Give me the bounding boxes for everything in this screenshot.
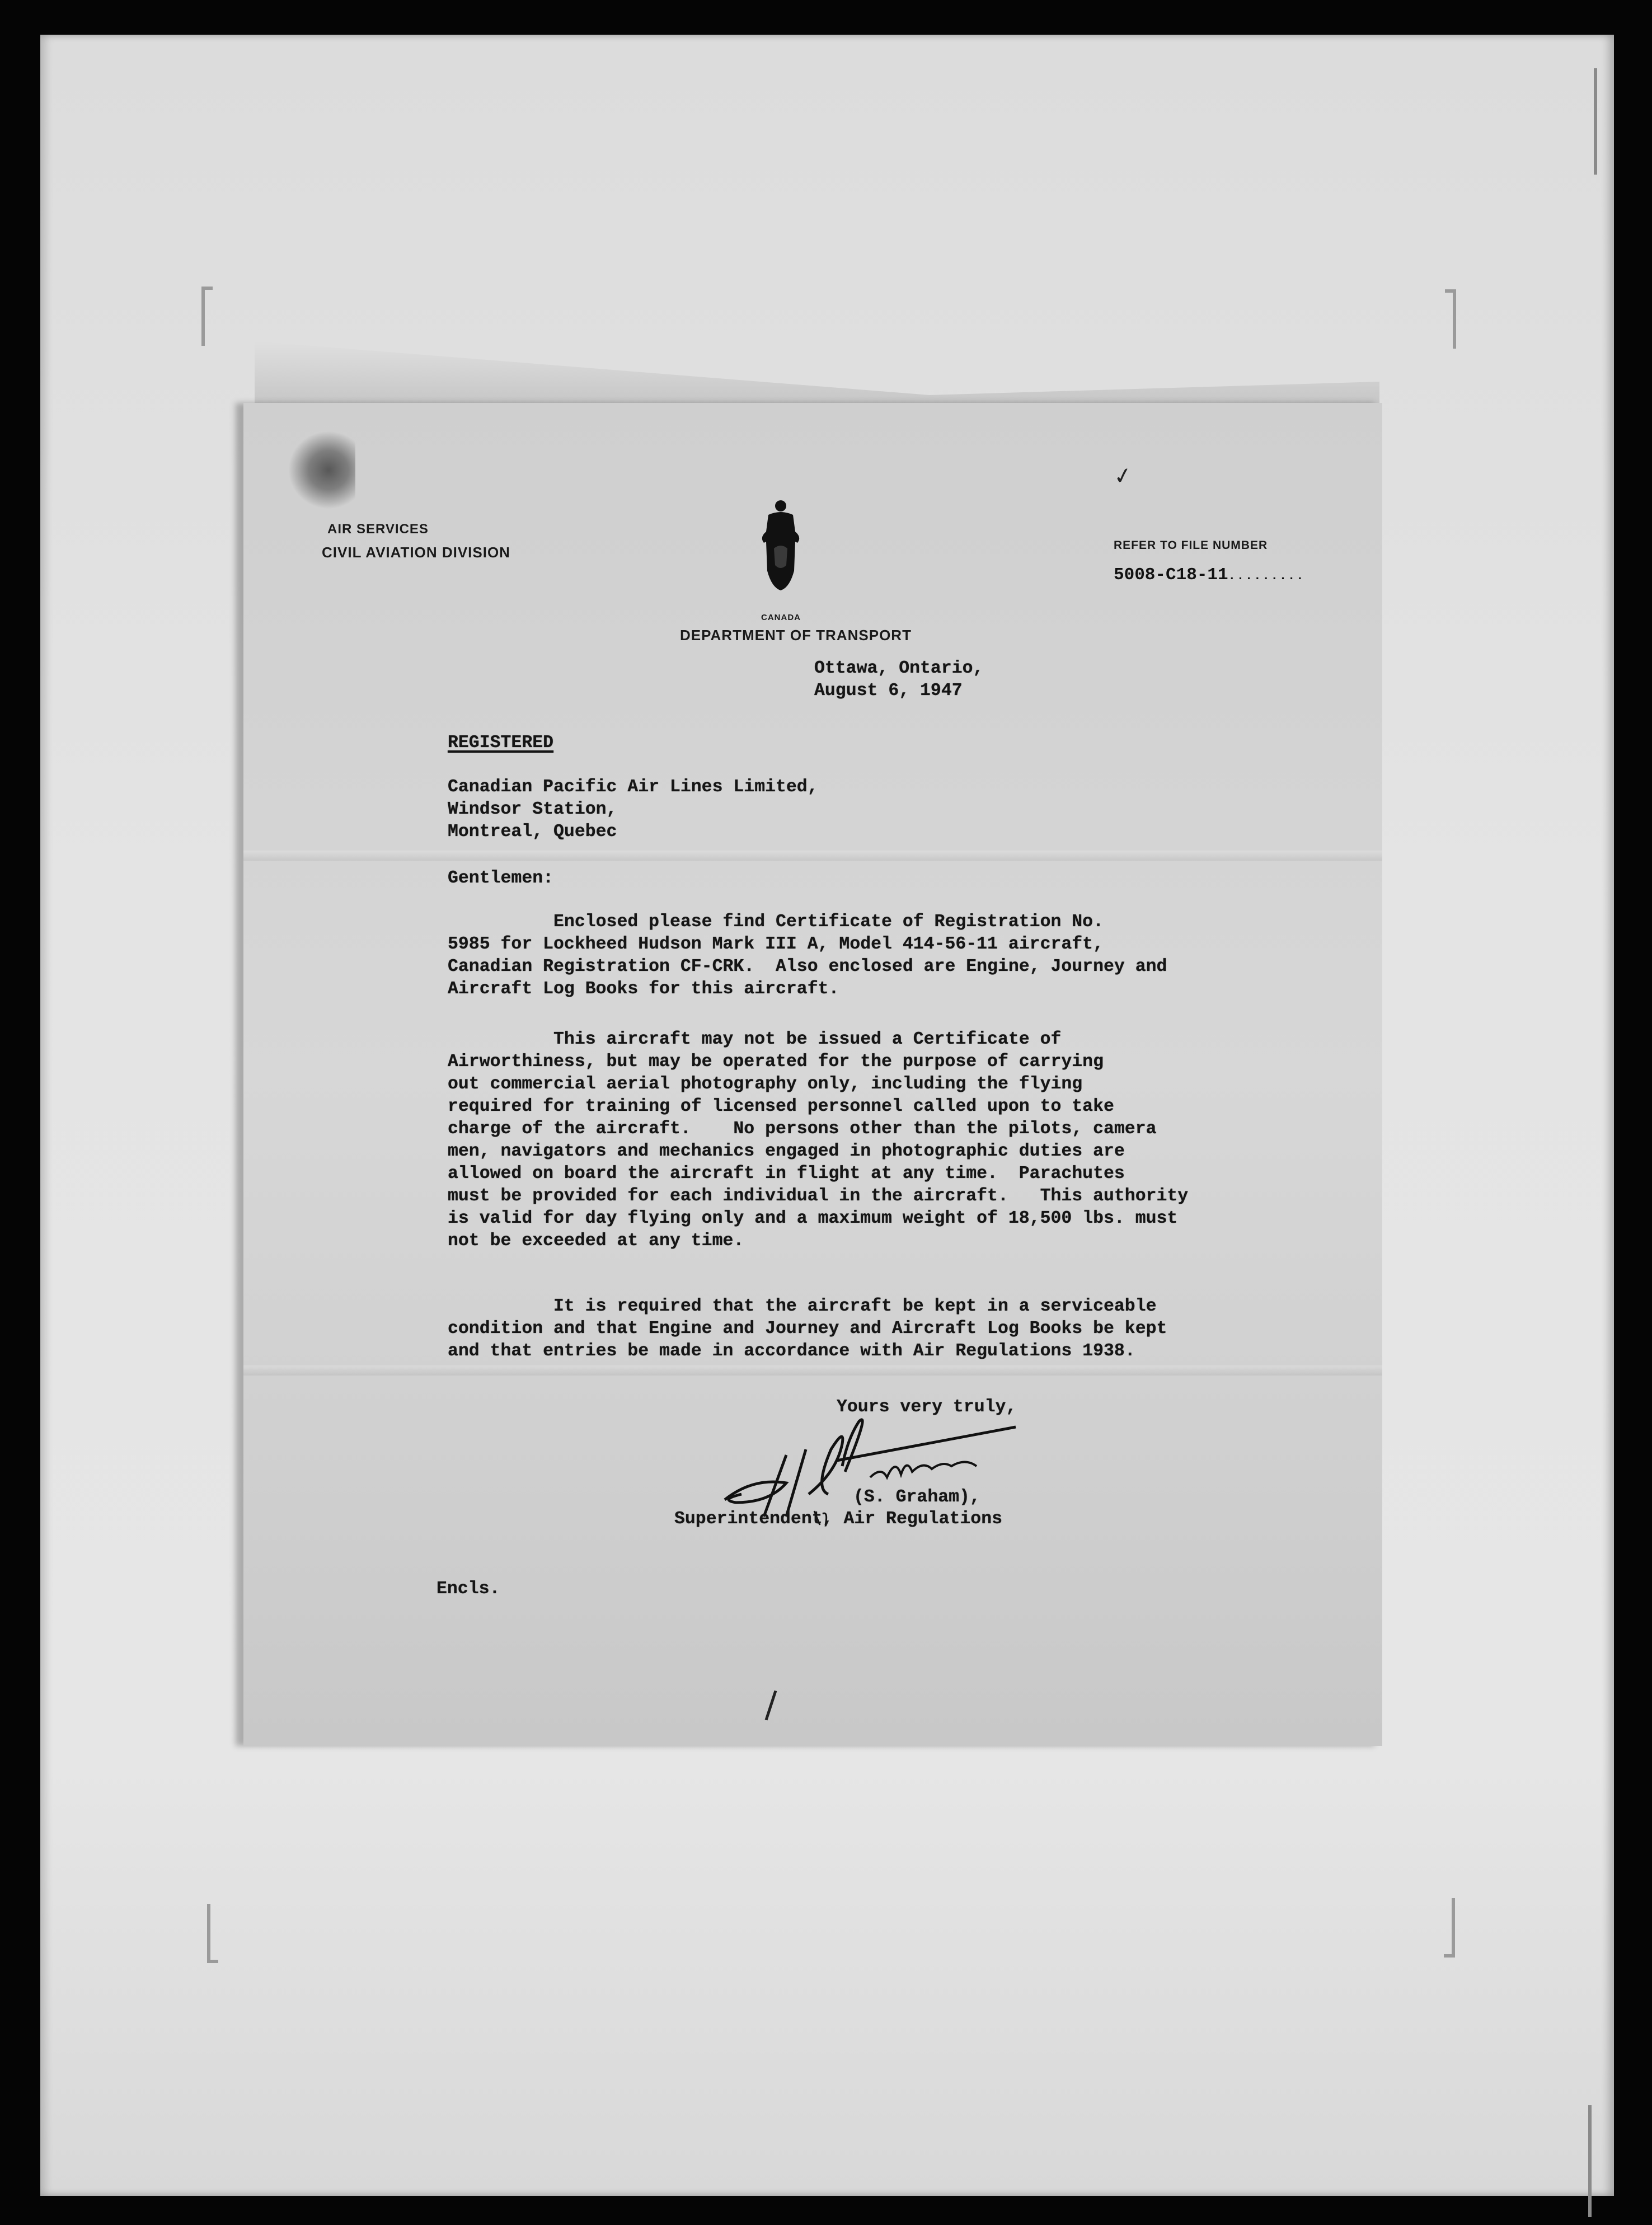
- letterhead-division: CIVIL AVIATION DIVISION: [322, 544, 510, 561]
- salutation: Gentlemen:: [448, 869, 554, 888]
- paragraph-enclosures: Enclosed please find Certificate of Registration No. 5985 for Lockheed Hudson Mark III A, Model 414-56-11 aircraft, Canadian Registration CF-CRK. Also enclosed are Engine, Journey and Aircraft Log Books for this aircraft.: [448, 912, 1167, 999]
- file-number-label: REFER TO FILE NUMBER: [1114, 539, 1268, 552]
- letterhead-air-services: AIR SERVICES: [327, 522, 429, 537]
- dateline: Ottawa, Ontario, August 6, 1947: [814, 659, 984, 701]
- paragraph-maintenance: It is required that the aircraft be kept in a serviceable condition and that Engine and Journey and Aircraft Log Books be kept and that entries be made in accordance with Air Regulations 1938.: [448, 1297, 1167, 1361]
- file-number-value: 5008-C18-11: [1114, 565, 1228, 585]
- crop-mark-bottom-left: [207, 1904, 218, 1963]
- file-number-dots: .........: [1228, 569, 1305, 583]
- crop-mark-top-right: [1445, 289, 1456, 349]
- fold-line: [243, 851, 1382, 861]
- paragraph-operating-conditions: This aircraft may not be issued a Certificate of Airworthiness, but may be operated for the purpose of carrying out commercial aerial photography only, including the flying required for training of licensed personnel called upon to take charge of the aircraft. No persons other than the pilots, camera men, navigators and mechanics engaged in photographic duties are allowed on board the aircraft in flight at any time. Parachutes must be provided for each individual in the aircraft. This authority is valid for day flying only and a maximum weight of 18,500 lbs. must not be exceeded at any time.: [448, 1030, 1189, 1251]
- letterhead-country: CANADA: [761, 613, 801, 622]
- check-mark-icon: ✓: [1111, 462, 1135, 491]
- closing: Yours very truly,: [837, 1397, 1017, 1417]
- enclosures-note: Encls.: [437, 1579, 500, 1599]
- signer-title: Superintendent, Air Regulations: [674, 1509, 1002, 1529]
- signer-name: (S. Graham),: [853, 1487, 980, 1507]
- pen-tick-mark: [765, 1691, 777, 1721]
- registered-marking: REGISTERED: [448, 733, 554, 753]
- film-edge-mark: [1588, 2105, 1592, 2217]
- fold-line: [243, 1365, 1382, 1376]
- letterhead-department: DEPARTMENT OF TRANSPORT: [680, 627, 912, 644]
- staple-tear-mark: [288, 431, 355, 509]
- crop-mark-top-left: [201, 287, 213, 346]
- letter-page: [243, 403, 1382, 1746]
- crop-mark-bottom-right: [1444, 1898, 1455, 1958]
- coat-of-arms-icon: [758, 498, 803, 593]
- film-edge-mark: [1594, 68, 1597, 175]
- recipient-address: Canadian Pacific Air Lines Limited, Windsor Station, Montreal, Quebec: [448, 777, 818, 842]
- file-number: [1114, 565, 1304, 585]
